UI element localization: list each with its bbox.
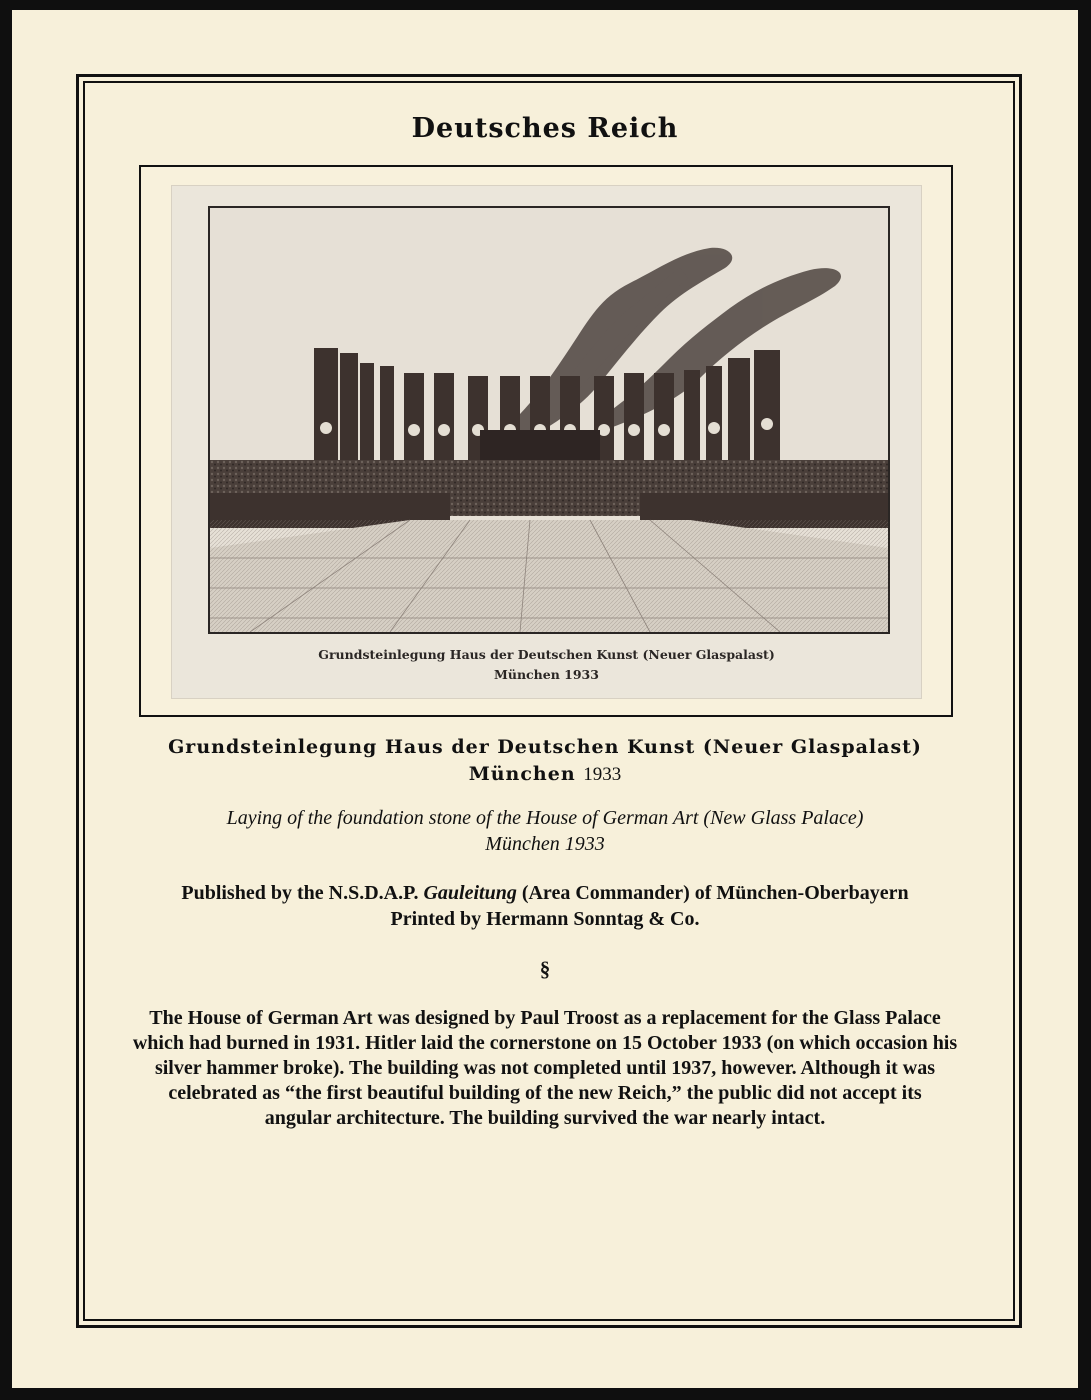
german-caption-place xyxy=(12,763,1078,786)
publisher-line xyxy=(12,882,1078,905)
description-line: which had burned in 1931. Hitler laid the cornerstone on 15 October 1933 (on which occasion his xyxy=(132,1032,958,1054)
german-caption-title: Grundsteinlegung Haus der Deutschen Kunst (Neuer Glaspalast) xyxy=(168,736,922,758)
postcard-caption-place: München 1933 xyxy=(494,667,599,682)
ceremony-drawing xyxy=(210,208,888,632)
english-caption-place: München 1933 xyxy=(485,833,605,855)
publisher-emphasis: Gauleitung xyxy=(423,882,517,904)
page-title: Deutsches Reich xyxy=(411,113,679,144)
description-paragraph xyxy=(112,1006,978,1131)
postcard xyxy=(172,186,921,698)
german-caption-year: 1933 xyxy=(583,764,622,785)
description-line: celebrated as “the first beautiful building of the new Reich,” the public did not accept its xyxy=(168,1082,922,1104)
english-caption-title: Laying of the foundation stone of the House of German Art (New Glass Palace) xyxy=(226,807,864,829)
german-caption-city: München xyxy=(468,763,576,785)
printer-line: Printed by Hermann Sonntag & Co. xyxy=(390,908,700,930)
album-page xyxy=(12,10,1078,1388)
description-line: The House of German Art was designed by Paul Troost as a replacement for the Glass Palace xyxy=(149,1007,941,1029)
section-mark: § xyxy=(539,957,551,981)
publisher-prefix: Published by the N.S.D.A.P. xyxy=(181,882,424,904)
description-line: silver hammer broke). The building was not completed until 1937, however. Although it was xyxy=(154,1057,936,1079)
postcard-illustration xyxy=(208,206,890,634)
publisher-suffix: (Area Commander) of München-Oberbayern xyxy=(516,882,909,904)
postcard-caption-title: Grundsteinlegung Haus der Deutschen Kunst (Neuer Glaspalast) xyxy=(318,647,775,662)
description-line: angular architecture. The building survived the war nearly intact. xyxy=(264,1107,826,1129)
